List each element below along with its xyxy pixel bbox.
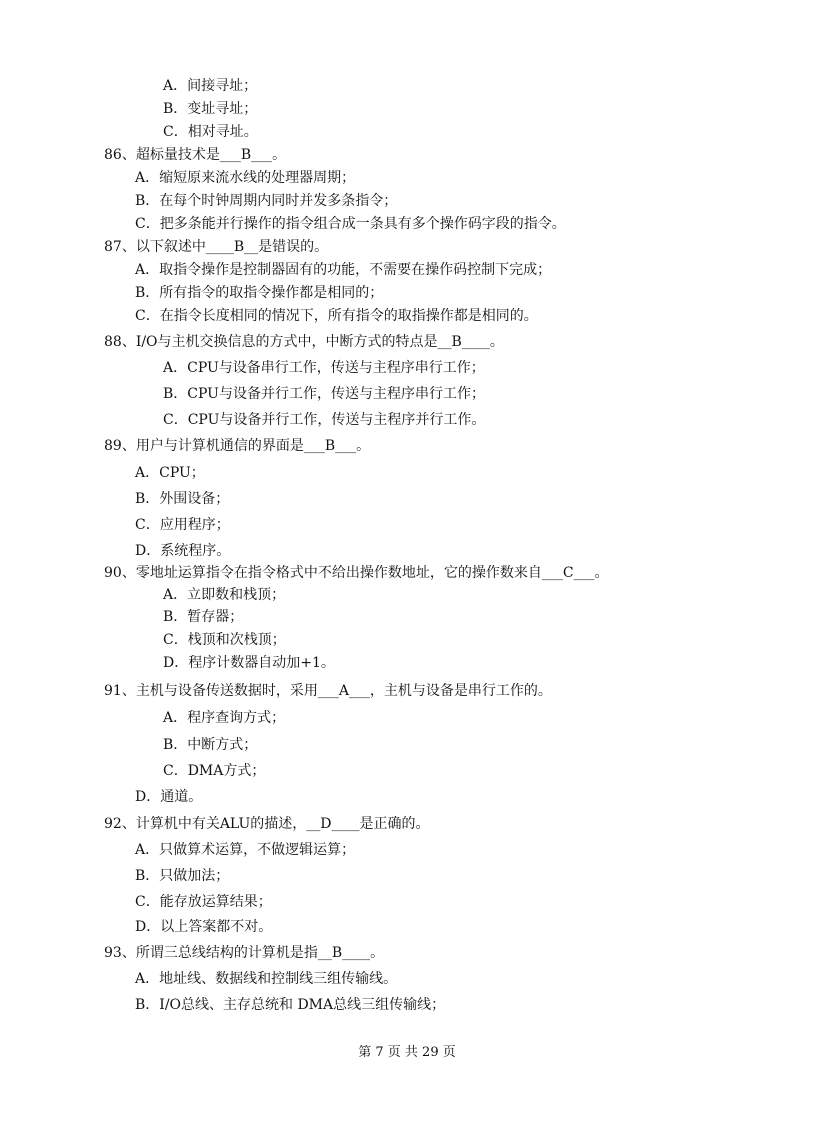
option-line: A．程序查询方式； [163,710,286,726]
option-line: A．CPU与设备串行工作，传送与主程序串行工作； [163,360,485,376]
question-line: 93、所谓三总线结构的计算机是指__B____。 [104,945,385,961]
option-line: A．取指令操作是控制器固有的功能，不需要在操作码控制下完成； [135,262,552,278]
option-line: A．立即数和栈顶； [163,587,286,603]
option-line: A．缩短原来流水线的处理器周期； [135,170,356,186]
option-line: B．I/O总线、主存总统和 DMA总线三组传输线； [135,997,446,1013]
option-line: B．外围设备； [135,491,230,507]
option-line: B．CPU与设备并行工作，传送与主程序串行工作； [163,386,485,402]
option-line: C．CPU与设备并行工作，传送与主程序并行工作。 [163,412,486,428]
question-line: 88、I/O与主机交换信息的方式中，中断方式的特点是__B____。 [104,334,504,350]
option-line: C．在指令长度相同的情况下，所有指令的取指操作都是相同的。 [135,308,538,324]
question-line: 86、超标量技术是___B___。 [104,147,287,163]
option-line: B．在每个时钟周期内同时并发多条指令； [135,193,398,209]
question-line: 91、主机与设备传送数据时，采用___A___，主机与设备是串行工作的。 [104,683,552,699]
page-footer: 第 7 页 共 29 页 [358,1045,456,1060]
option-line: D．以上答案都不对。 [135,919,273,935]
option-line: B．只做加法； [135,868,230,884]
option-line: B．暂存器； [163,609,244,625]
option-line: D．系统程序。 [135,543,231,559]
option-line: B．变址寻址； [163,101,258,117]
option-line: A．间接寻址； [163,78,258,94]
question-line: 89、用户与计算机通信的界面是___B___。 [104,438,371,454]
option-line: A．只做算术运算，不做逻辑运算； [135,842,356,858]
option-line: C．应用程序； [135,517,230,533]
option-line: B．中断方式； [163,737,258,753]
question-line: 92、计算机中有关ALU的描述，__D____是正确的。 [104,816,430,832]
option-line: B．所有指令的取指令操作都是相同的； [135,285,384,301]
option-line: A．地址线、数据线和控制线三组传输线。 [135,971,398,987]
option-line: C．栈顶和次栈顶； [163,632,286,648]
question-line: 87、以下叙述中____B__是错误的。 [104,239,329,255]
option-line: D．程序计数器自动加+1。 [163,655,335,671]
option-line: C．DMA方式； [163,763,266,779]
option-line: A．CPU； [135,465,205,481]
option-line: C．能存放运算结果； [135,894,272,910]
option-line: C．相对寻址。 [163,124,258,140]
option-line: C．把多条能并行操作的指令组合成一条具有多个操作码字段的指令。 [135,216,566,232]
option-line: D．通道。 [135,789,203,805]
question-line: 90、零地址运算指令在指令格式中不给出操作数地址，它的操作数来自___C___。 [104,565,609,581]
